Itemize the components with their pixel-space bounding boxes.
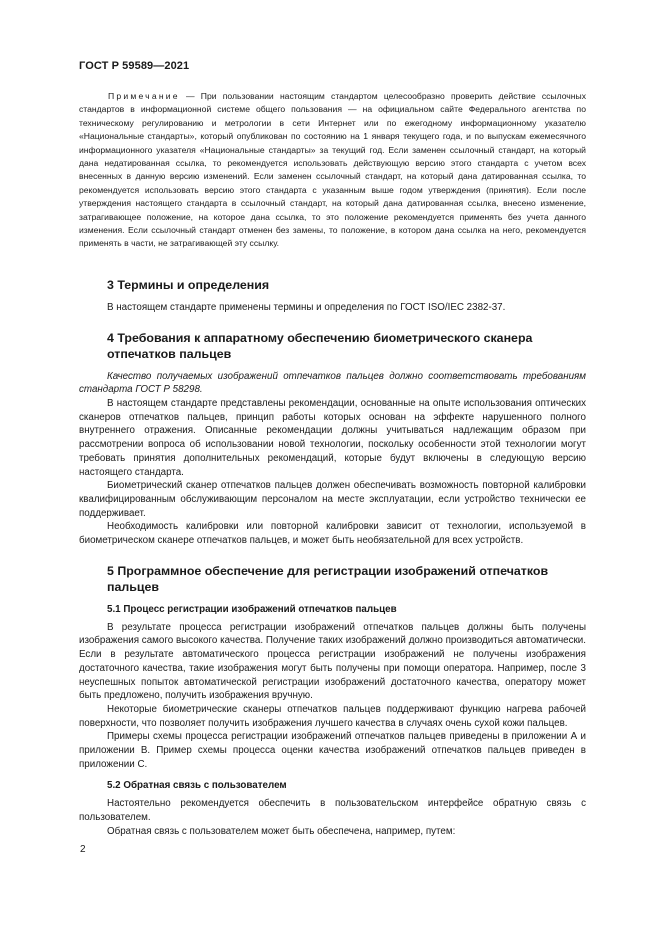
section-5-heading: 5 Программное обеспечение для регистрации изображений отпечатков пальцев (107, 563, 549, 594)
section-5-2-paragraph-1: Настоятельно рекомендуется обеспечить в пользовательском интерфейсе обратную связь с пользователем. (79, 798, 586, 824)
section-4-paragraph-1: Качество получаемых изображений отпечатков пальцев должно соответствовать требованиям стандарта ГОСТ Р 58298. (79, 370, 586, 396)
note-text: — При пользовании настоящим стандартом целесообразно проверить действие ссылочных стандартов в информационной системе общего пользования — на официальном сайте Федерального агентства по техническому регулированию и метрологии в сети Интернет или по ежегодному информационному указателю «Национальные стандарты», который опубликован по состоянию на 1 января текущего года, и по выпускам ежемесячного информационного указателя «Национальные стандарты» за текущий год. Если заменен ссылочный стандарт, на который дана недатированная ссылка, то рекомендуется использовать действующую версию этого стандарта с учетом всех внесенных в данную версию изменений. Если заменен ссылочный стандарт, на который дана датированная ссылка, то рекомендуется использовать версию этого стандарта с указанным выше годом утверждения (принятия). Если после утверждения настоящего стандарта в ссылочный стандарт, на который дана датированная ссылка, внесено изменение, затрагивающее положение, на которое дана ссылка, то это положение рекомендуется применять без учета данного изменения. Если ссылочный стандарт отменен без замены, то положение, в котором дана ссылка на него, рекомендуется применять в части, не затрагивающей эту ссылку. (79, 91, 586, 249)
section-5-2-heading: 5.2 Обратная связь с пользователем (107, 780, 287, 792)
section-3-heading: 3 Термины и определения (107, 277, 270, 292)
section-5-2-paragraph-2: Обратная связь с пользователем может быть обеспечена, например, путем: (107, 825, 456, 837)
section-4-paragraph-2: В настоящем стандарте представлены рекомендации, основанные на опыте использования оптических сканеров отпечатков пальцев, принцип работы которых основан на эффекте нарушенного полного внутреннего отражения. Описанные рекомендации должны учитываться надлежащим образом при рассмотрении вопроса об использовании новой технологии, поскольку особенности этой технологии могут требовать принятия дополнительных рекомендаций, которые будут включены в следующую версию настоящего стандарта. (79, 397, 586, 478)
section-5-1-paragraph-2: Некоторые биометрические сканеры отпечатков пальцев поддерживают функцию нагрева рабочей поверхности, что позволяет получить изображения лучшего качества в случаях очень сухой кожи пальцев. (79, 703, 586, 729)
reference-note (79, 90, 586, 251)
note-label: Примечание (108, 91, 180, 101)
page-content (79, 90, 586, 839)
section-4-heading: 4 Требования к аппаратному обеспечению биометрического сканера отпечатков пальцев (107, 330, 533, 361)
section-5-1-paragraph-3: Примеры схемы процесса регистрации изображений отпечатков пальцев приведены в приложении А и приложении В. Пример схемы процесса оценки качества изображений отпечатков пальцев приведен в приложении С. (79, 731, 586, 770)
section-5-1-heading: 5.1 Процесс регистрации изображений отпечатков пальцев (107, 603, 397, 615)
document-header: ГОСТ Р 59589—2021 (79, 60, 190, 72)
page-number: 2 (80, 844, 86, 855)
section-3-paragraph: В настоящем стандарте применены термины и определения по ГОСТ ISO/IEC 2382-37. (107, 301, 506, 313)
section-5-1-paragraph-1: В результате процесса регистрации изображений отпечатков пальцев должны быть получены изображения самого высокого качества. Получение таких изображений должно производиться автоматически. Если в результате автоматического процесса регистрации изображений не получены изображения достаточного качества, такие изображения могут быть получены при помощи оператора. Например, после 3 неуспешных попыток автоматической регистрации изображений достаточного качества, оператору может быть предложено, получить изображения вручную. (79, 621, 586, 702)
section-4-paragraph-3: Биометрический сканер отпечатков пальцев должен обеспечивать возможность повторной калибровки квалифицированным обслуживающим персоналом на месте эксплуатации, если устройство технически ее поддерживает. (79, 480, 586, 519)
section-4-paragraph-4: Необходимость калибровки или повторной калибровки зависит от технологии, используемой в биометрическом сканере отпечатков пальцев, и может быть необязательной для всех устройств. (79, 521, 586, 547)
